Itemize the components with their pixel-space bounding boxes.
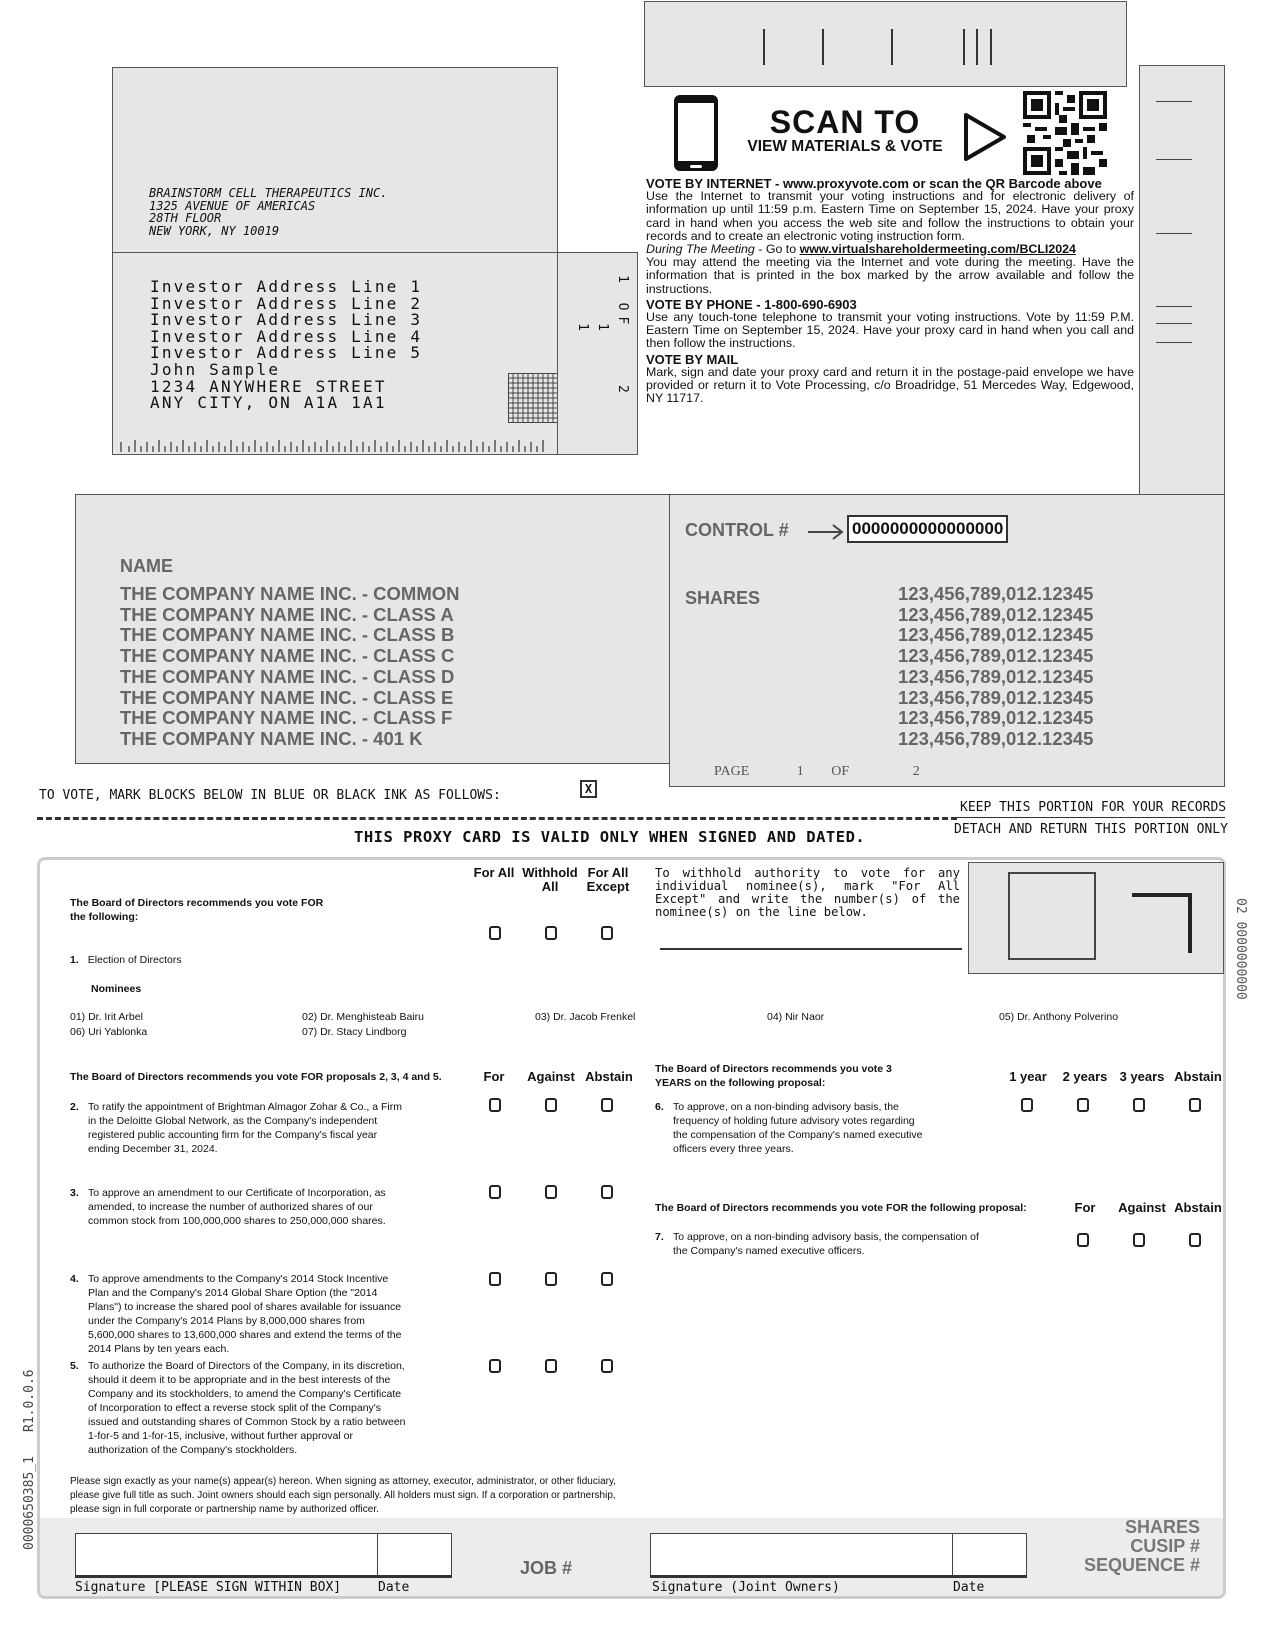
valid-notice: THIS PROXY CARD IS VALID ONLY WHEN SIGNED AND DATED. (354, 828, 866, 846)
meeting-body: You may attend the meeting via the Internet and vote during the meeting. Have the information that is printed in the box marked by the arrow available and follow the instructions. (646, 255, 1134, 296)
proposal-text: To approve amendments to the Company's 2014 Stock Incentive Plan and the Company's 2014 Global Share Option (the "2014 Plans") to increase the shared pool of shares available for issuance under the Company's 2014 Plans by 8,000,000 shares from 5,600,000 shares to 13,600,000 shares and extend the terms of the 2014 Plans by ten years each. (88, 1273, 402, 1355)
sign-note: Please sign exactly as your name(s) appear(s) hereon. When signing as attorney, executor, administrator, or other fiduciary, please give full title as such. Joint owners should each sign personally. All holders must sign. If a corporation or partnership, please sign in full corporate or partnership name by authorized officer. (70, 1476, 617, 1515)
proposal6-number: 6. (655, 1101, 664, 1113)
phone-heading: VOTE BY PHONE - 1-800-690-6903 (646, 296, 857, 312)
side-code-left-2: R1.0.0.6 (22, 1369, 37, 1432)
proposal-text: To authorize the Board of Directors of the Company, in its discretion, should it deem it to be appropriate and in the best interests of the Company and its stockholders, to amend the Company's Certificate of Incorporation to effect a reverse stock split of the Company's issued and outstanding shares of Common Stock by a ratio between 1-for-5 and 1-for-15, inclusive, without further approval or authorization of the Company's stockholders. (88, 1360, 406, 1456)
example-mark-box: X (580, 780, 597, 798)
share-amount: 123,456,789,012.12345 (898, 583, 1094, 604)
proposal-number: 2. (70, 1101, 79, 1113)
col-abstain: Abstain (585, 1069, 633, 1084)
p4-abstain-checkbox[interactable] (601, 1272, 613, 1286)
p4-against-checkbox[interactable] (545, 1272, 557, 1286)
holding-name: THE COMPANY NAME INC. - CLASS E (120, 686, 454, 708)
item1-title: Election of Directors (87, 954, 182, 966)
p5-abstain-checkbox[interactable] (601, 1359, 613, 1373)
p6-1year-checkbox[interactable] (1021, 1098, 1033, 1112)
marking-instruction: TO VOTE, MARK BLOCKS BELOW IN BLUE OR BLACK INK AS FOLLOWS: (39, 788, 501, 803)
nominee: 01) Dr. Irit Arbel (70, 1011, 143, 1023)
holding-name: THE COMPANY NAME INC. - CLASS F (120, 707, 453, 729)
shares-label: SHARES (685, 588, 761, 608)
holdings-name-box (75, 494, 670, 764)
company-address-box (112, 67, 558, 253)
proposal7-text: To approve, on a non-binding advisory basis, the compensation of the Company's named executive officers. (673, 1231, 979, 1257)
holding-name: THE COMPANY NAME INC. - CLASS A (120, 603, 454, 625)
p6-3years-checkbox[interactable] (1133, 1098, 1145, 1112)
company-address-line: NEW YORK, NY 10019 (149, 223, 280, 238)
footer-cusip: CUSIP # (1130, 1536, 1200, 1556)
company-address-line: BRAINSTORM CELL THERAPEUTICS INC. (149, 186, 388, 200)
side-code-right: 02 0000000000 (1233, 898, 1248, 1000)
joint-signature-box[interactable] (650, 1533, 953, 1576)
datamatrix-grid (508, 373, 558, 423)
withhold-note: To withhold authority to vote for any individual nominee(s), mark "For All Except" and write the number(s) of the nominee(s) on the line below. (655, 866, 960, 919)
investor-address-line: Investor Address Line 4 (150, 326, 423, 346)
col-against: Against (527, 1069, 575, 1084)
withhold-all-checkbox[interactable] (545, 926, 557, 940)
col-for-all: For All (473, 865, 515, 880)
for-all-except-checkbox[interactable] (601, 926, 613, 940)
page-label: PAGE (714, 764, 750, 779)
detach-dashed-line (37, 817, 957, 820)
p7-against-checkbox[interactable] (1133, 1233, 1145, 1247)
qr-code-icon[interactable] (1023, 91, 1107, 175)
col-for-all-except: For All Except (586, 865, 630, 894)
board-rec-2: The Board of Directors recommends you vote FOR proposals 2, 3, 4 and 5. (70, 1071, 442, 1083)
proposal7-number: 7. (655, 1231, 664, 1243)
col-for-7: For (1074, 1200, 1096, 1215)
postal-barcode-ticks (119, 436, 549, 452)
p2-against-checkbox[interactable] (545, 1098, 557, 1112)
top-barcode-strip (644, 1, 1127, 87)
share-amount: 123,456,789,012.12345 (898, 603, 1094, 625)
voting-instructions (646, 177, 1134, 405)
side-page-left: 1 (575, 323, 590, 331)
col-1-year: 1 year (1009, 1069, 1047, 1084)
scan-title: SCAN TO (769, 104, 921, 140)
holding-name: THE COMPANY NAME INC. - CLASS C (120, 645, 455, 667)
share-amount: 123,456,789,012.12345 (898, 707, 1094, 729)
board-rec-1: The Board of Directors recommends you vote FOR the following: (70, 897, 324, 923)
p6-2years-checkbox[interactable] (1077, 1098, 1089, 1112)
barcode-box (968, 862, 1224, 974)
keep-portion-label: KEEP THIS PORTION FOR YOUR RECORDS (960, 800, 1227, 815)
for-all-checkbox[interactable] (489, 926, 501, 940)
side-page-bottom: 2 (615, 385, 630, 393)
col-withhold-all: Withhold All (522, 865, 578, 894)
nominee-exception-line[interactable] (660, 948, 962, 950)
company-address-line: 28TH FLOOR (149, 211, 222, 225)
holding-name: THE COMPANY NAME INC. - CLASS B (120, 624, 455, 646)
nominee: 06) Uri Yablonka (70, 1026, 148, 1038)
p5-for-checkbox[interactable] (489, 1359, 501, 1373)
col-against-7: Against (1118, 1200, 1166, 1215)
nominee: 05) Dr. Anthony Polverino (999, 1011, 1119, 1023)
side-page-num: 1 (615, 275, 630, 289)
holdings-control-box (669, 494, 1225, 787)
side-code-left-1: 0000650385_1 (22, 1456, 37, 1550)
p3-abstain-checkbox[interactable] (601, 1185, 613, 1199)
page-total: 2 (912, 764, 920, 779)
meeting-url-link[interactable]: www.virtualshareholdermeeting.com/BCLI2024 (799, 242, 1076, 257)
p2-abstain-checkbox[interactable] (601, 1098, 613, 1112)
proposal-number: 5. (70, 1360, 79, 1372)
company-address-line: 1325 AVENUE OF AMERICAS (149, 198, 316, 213)
meeting-prefix: During The Meeting (646, 242, 755, 257)
investor-address-line: Investor Address Line 3 (150, 310, 423, 330)
arrow-right-icon (807, 523, 845, 541)
detach-portion-label: DETACH AND RETURN THIS PORTION ONLY (954, 822, 1228, 837)
investor-city: ANY CITY, ON A1A 1A1 (150, 393, 387, 413)
p7-abstain-checkbox[interactable] (1189, 1233, 1201, 1247)
investor-address-line: Investor Address Line 2 (150, 293, 423, 313)
signature-box[interactable] (75, 1533, 378, 1576)
investor-address-line: Investor Address Line 1 (150, 277, 423, 296)
name-label: NAME (120, 556, 173, 576)
page-of: OF (831, 764, 850, 779)
p4-for-checkbox[interactable] (489, 1272, 501, 1286)
page-num: 1 (796, 764, 804, 779)
investor-address-box (112, 252, 558, 455)
p3-for-checkbox[interactable] (489, 1185, 501, 1199)
play-arrow-icon (962, 112, 1008, 162)
p5-against-checkbox[interactable] (545, 1359, 557, 1373)
side-page-of: OF (615, 302, 630, 331)
share-amount: 123,456,789,012.12345 (898, 727, 1094, 749)
joint-date-box[interactable] (952, 1533, 1027, 1576)
date-label: Date (378, 1580, 410, 1595)
mail-heading: VOTE BY MAIL (646, 351, 739, 367)
phone-body: Use any touch-tone telephone to transmit your voting instructions. Vote by 11:59 P.M. Eastern Time on September 15, 2024. Have your proxy card in hand when you call and then follow the instructions. (646, 310, 1134, 351)
footer-sequence: SEQUENCE # (1083, 1555, 1200, 1575)
share-amount: 123,456,789,012.12345 (898, 645, 1094, 667)
proposal6-text: To approve, on a non-binding advisory basis, the frequency of holding future advisory votes regarding the compensation of the Company's named executive officers every three years. (673, 1101, 923, 1155)
p3-against-checkbox[interactable] (545, 1185, 557, 1199)
proposal-text: To ratify the appointment of Brightman Almagor Zohar & Co., a Firm in the Deloitte Global Network, as the Company's independent registered public accounting firm for the Company's fiscal year ending December 31, 2024. (88, 1101, 402, 1155)
p6-abstain-checkbox[interactable] (1189, 1098, 1201, 1112)
nominee: 04) Nir Naor (767, 1011, 825, 1023)
control-number: 0000000000000000 (847, 515, 1008, 543)
nominee: 03) Dr. Jacob Frenkel (535, 1011, 636, 1023)
col-3-years: 3 years (1119, 1069, 1165, 1084)
board-rec-4: The Board of Directors recommends you vote FOR the following proposal: (655, 1202, 1027, 1214)
investor-street: 1234 ANYWHERE STREET (150, 376, 387, 396)
share-amount: 123,456,789,012.12345 (898, 686, 1094, 708)
nominees-label: Nominees (91, 983, 142, 995)
proposal-number: 3. (70, 1187, 79, 1199)
job-label: JOB # (520, 1558, 573, 1578)
control-label: CONTROL # (685, 520, 789, 540)
proposal-text: To approve an amendment to our Certificate of Incorporation, as amended, to increase the number of authorized shares of our common stock from 100,000,000 shares to 250,000,000 shares. (88, 1187, 386, 1227)
holding-name: THE COMPANY NAME INC. - CLASS D (120, 665, 455, 687)
scan-subtitle: VIEW MATERIALS & VOTE (747, 138, 943, 155)
holding-name: THE COMPANY NAME INC. - COMMON (120, 583, 460, 604)
holding-name: THE COMPANY NAME INC. - 401 K (120, 727, 423, 749)
internet-heading: VOTE BY INTERNET - www.proxyvote.com or scan the QR Barcode above (646, 176, 1102, 191)
joint-signature-label: Signature (Joint Owners) (652, 1580, 840, 1595)
col-abstain-7: Abstain (1174, 1200, 1222, 1215)
item1-number: 1. (70, 954, 79, 966)
page-sequence-box (557, 252, 638, 455)
meeting-mid: - Go to (754, 242, 800, 257)
col-2-years: 2 years (1062, 1069, 1108, 1084)
joint-date-label: Date (953, 1580, 985, 1595)
nominee: 07) Dr. Stacy Lindborg (302, 1026, 407, 1038)
right-margin-strip (1139, 65, 1225, 495)
p2-for-checkbox[interactable] (489, 1098, 501, 1112)
phone-icon (672, 93, 720, 173)
date-box[interactable] (377, 1533, 452, 1576)
p7-for-checkbox[interactable] (1077, 1233, 1089, 1247)
signature-label: Signature [PLEASE SIGN WITHIN BOX] (75, 1580, 342, 1595)
footer-shares: SHARES (1124, 1517, 1200, 1537)
col-abstain-2: Abstain (1174, 1069, 1222, 1084)
internet-body: Use the Internet to transmit your voting instructions and for electronic delivery of information up until 11:59 p.m. Eastern Time on September 15, 2024. Have your proxy card in hand when you access the web site and follow the instructions to obtain your records and to create an electronic voting instruction form. (646, 189, 1134, 243)
nominee: 02) Dr. Menghisteab Bairu (302, 1011, 424, 1023)
share-amount: 123,456,789,012.12345 (898, 624, 1094, 646)
proposal-number: 4. (70, 1273, 79, 1285)
investor-address-line: Investor Address Line 5 (150, 343, 423, 363)
col-for: For (483, 1069, 505, 1084)
share-amount: 123,456,789,012.12345 (898, 665, 1094, 687)
board-rec-3: The Board of Directors recommends you vote 3 YEARS on the following proposal: (655, 1063, 892, 1089)
side-page-total: 1 (595, 323, 610, 331)
mail-body: Mark, sign and date your proxy card and return it in the postage-paid envelope we have provided or return it to Vote Processing, c/o Broadridge, 51 Mercedes Way, Edgewood, NY 11717. (646, 364, 1134, 406)
investor-name: John Sample (150, 359, 281, 379)
